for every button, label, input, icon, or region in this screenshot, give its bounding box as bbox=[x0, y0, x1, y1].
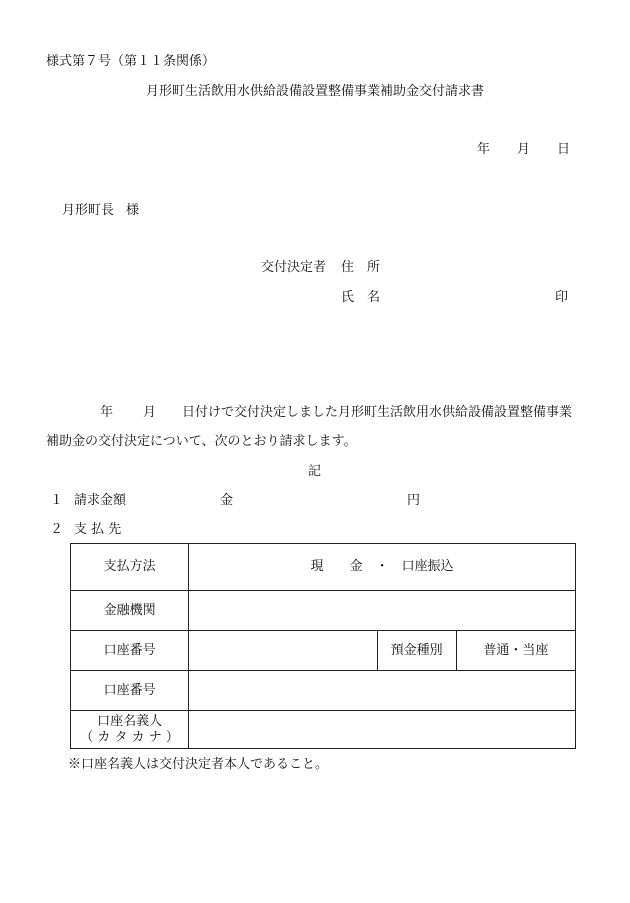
item2-number: ２ bbox=[50, 522, 64, 537]
bank-field[interactable] bbox=[189, 591, 576, 631]
addressee-name: 月形町長 bbox=[62, 203, 115, 218]
payment-method-value[interactable]: 現 金 ・ 口座振込 bbox=[189, 544, 576, 591]
seal-mark: 印 bbox=[555, 290, 569, 305]
table-row bbox=[71, 671, 576, 711]
date-year-label: 年 bbox=[477, 142, 491, 157]
account-number-field-2[interactable] bbox=[189, 671, 576, 711]
table-row bbox=[71, 711, 576, 749]
table-row bbox=[71, 544, 576, 591]
deposit-type-label: 預金種別 bbox=[377, 631, 456, 671]
account-holder-field[interactable] bbox=[189, 711, 576, 749]
table-row bbox=[71, 591, 576, 631]
applicant-name-label: 氏 名 bbox=[341, 290, 381, 305]
footnote: ※口座名義人は交付決定者本人であること。 bbox=[68, 757, 329, 772]
date-month-label: 月 bbox=[517, 142, 531, 157]
applicant-address-label: 住 所 bbox=[341, 260, 381, 275]
payment-table bbox=[70, 543, 576, 749]
item2-label: 支 払 先 bbox=[74, 522, 122, 537]
bank-label: 金融機関 bbox=[71, 591, 189, 631]
item1-label: 請求金額 bbox=[74, 493, 127, 508]
item1-yen: 円 bbox=[407, 493, 421, 508]
payment-method-label: 支払方法 bbox=[71, 544, 189, 591]
account-holder-katakana-note: （ カ タ カ ナ ） bbox=[80, 729, 179, 745]
document-title: 月形町生活飲用水供給設備設置整備事業補助金交付請求書 bbox=[145, 84, 484, 99]
table-row bbox=[71, 631, 576, 671]
deposit-type-value[interactable]: 普通・当座 bbox=[456, 631, 575, 671]
account-number-label: 口座番号 bbox=[71, 631, 189, 671]
form-number: 様式第７号（第１１条関係） bbox=[46, 54, 216, 69]
account-holder-label-text: 口座名義人 bbox=[97, 713, 163, 729]
body-text-line2: 補助金の交付決定について、次のとおり請求します。 bbox=[46, 434, 357, 449]
account-holder-label bbox=[71, 711, 189, 749]
item1-kin: 金 bbox=[220, 493, 234, 508]
body-month-label: 月 bbox=[143, 405, 157, 420]
applicant-role-label: 交付決定者 bbox=[261, 260, 327, 275]
item1-number: １ bbox=[50, 493, 64, 508]
addressee-honorific: 様 bbox=[126, 203, 140, 218]
date-day-label: 日 bbox=[557, 142, 571, 157]
account-number-label-2: 口座番号 bbox=[71, 671, 189, 711]
body-year-label: 年 bbox=[100, 405, 114, 420]
body-text-line1: 日付けで交付決定しました月形町生活飲用水供給設備設置整備事業 bbox=[182, 405, 573, 420]
account-number-field[interactable] bbox=[189, 631, 377, 671]
ki-heading: 記 bbox=[308, 464, 322, 479]
